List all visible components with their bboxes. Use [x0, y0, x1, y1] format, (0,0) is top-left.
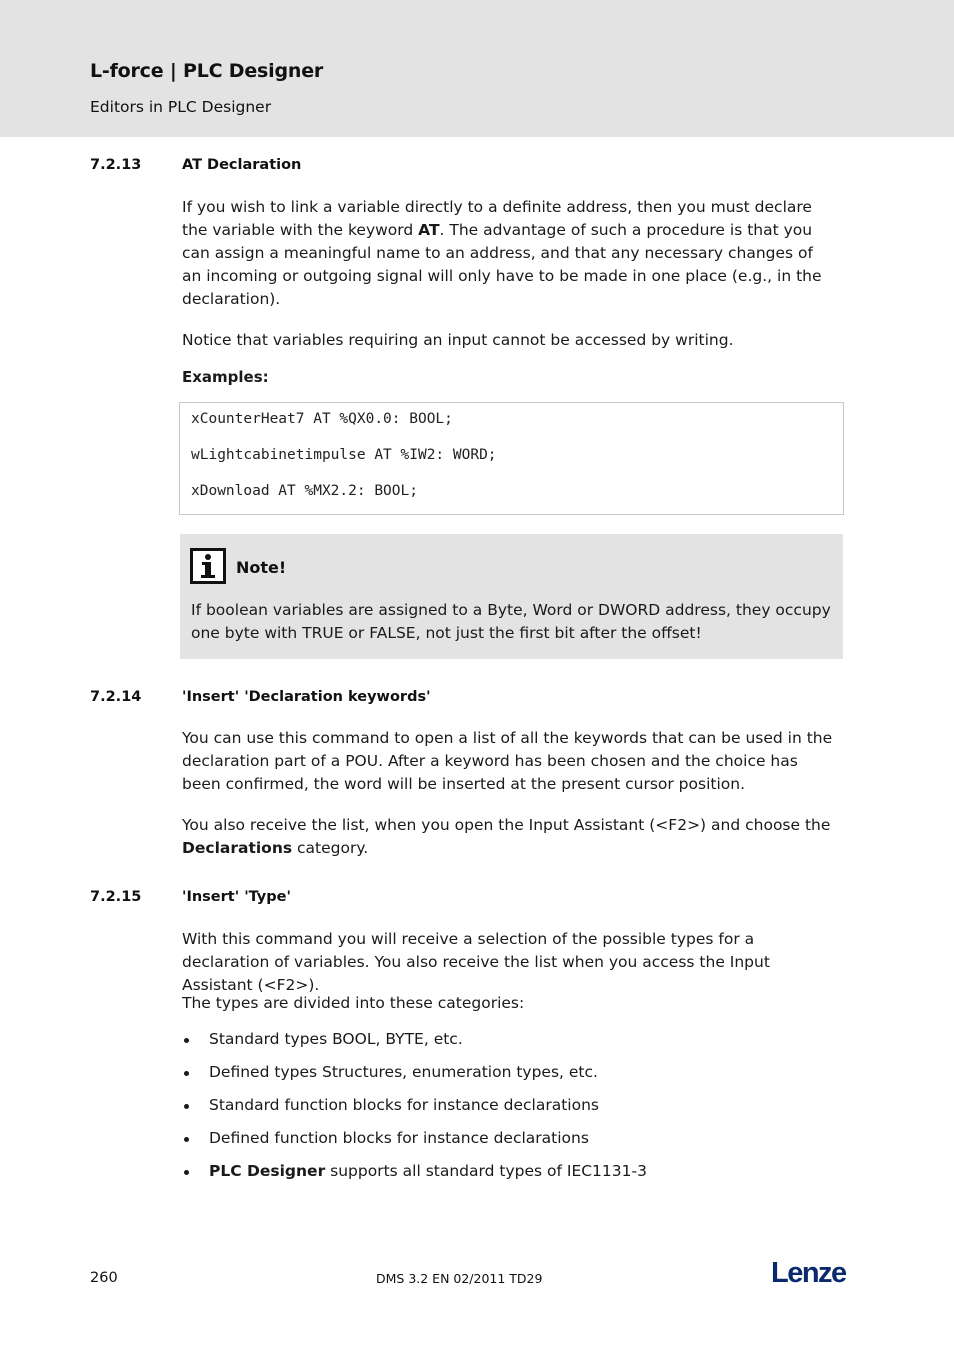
section-title-at: AT Declaration: [182, 157, 302, 173]
page-number: 260: [90, 1270, 118, 1286]
section-number-keywords: 7.2.14: [90, 689, 142, 705]
declarations-keyword: Declarations: [182, 839, 293, 857]
list-item: Defined function blocks for instance declarations: [182, 1127, 647, 1160]
bullet-icon: [184, 1071, 189, 1076]
at-paragraph-1: If you wish to link a variable directly to a definite address, then you must declare the variable with the keyword AT. The advantage of such a procedure is that you can assign a meaningful name to an address, and that any necessary changes of an incoming or outgoing signal will only have to be made in one place (e.g., in the declaration).: [182, 198, 822, 308]
list-item: Defined types Structures, enumeration types, etc.: [182, 1061, 647, 1094]
list-item: Standard types BOOL, BYTE, etc.: [182, 1028, 647, 1061]
section-title-type: 'Insert' 'Type': [182, 889, 291, 905]
type-paragraph-2: The types are divided into these categories:: [182, 994, 525, 1012]
list-item: Standard function blocks for instance declarations: [182, 1094, 647, 1127]
section-number-type: 7.2.15: [90, 889, 142, 905]
bullet-icon: [184, 1104, 189, 1109]
at-paragraph-2: Notice that variables requiring an input cannot be accessed by writing.: [182, 331, 734, 349]
svg-text:Lenze: Lenze: [771, 1257, 846, 1288]
info-icon: [190, 548, 226, 584]
bullet-icon: [184, 1170, 189, 1175]
section-number-at: 7.2.13: [90, 157, 142, 173]
document-reference: DMS 3.2 EN 02/2011 TD29: [376, 1271, 543, 1286]
note-title: Note!: [236, 558, 287, 577]
section-title-keywords: 'Insert' 'Declaration keywords': [182, 689, 431, 705]
document-title: L-force | PLC Designer: [90, 60, 324, 82]
examples-label: Examples:: [182, 368, 269, 386]
bullet-icon: [184, 1038, 189, 1043]
page-header: [0, 0, 954, 137]
lenze-logo: [770, 1256, 852, 1288]
note-text: If boolean variables are assigned to a Byte, Word or DWORD address, they occupy one byte with TRUE or FALSE, not just the first bit after the offset!: [191, 601, 831, 642]
bullet-icon: [184, 1137, 189, 1142]
list-item: PLC Designer supports all standard types of IEC1131-3: [182, 1160, 647, 1193]
at-keyword: AT: [418, 221, 440, 239]
keywords-paragraph-2: You also receive the list, when you open the Input Assistant (<F2>) and choose the Declarations category.: [182, 816, 831, 857]
code-line: xCounterHeat7 AT %QX0.0: BOOL;: [191, 411, 453, 427]
type-category-list: [182, 1028, 647, 1193]
type-paragraph-1: With this command you will receive a selection of the possible types for a declaration of variables. You also receive the list when you access the Input Assistant (<F2>).: [182, 930, 770, 994]
document-subtitle: Editors in PLC Designer: [90, 98, 272, 116]
keywords-paragraph-1: You can use this command to open a list of all the keywords that can be used in the declaration part of a POU. After a keyword has been chosen and the choice has been confirmed, the word will be inserted at the present cursor position.: [182, 729, 833, 793]
code-example-box: [179, 402, 844, 515]
code-line: xDownload AT %MX2.2: BOOL;: [191, 483, 418, 499]
code-line: wLightcabinetimpulse AT %IW2: WORD;: [191, 447, 497, 463]
note-box: [180, 534, 843, 659]
